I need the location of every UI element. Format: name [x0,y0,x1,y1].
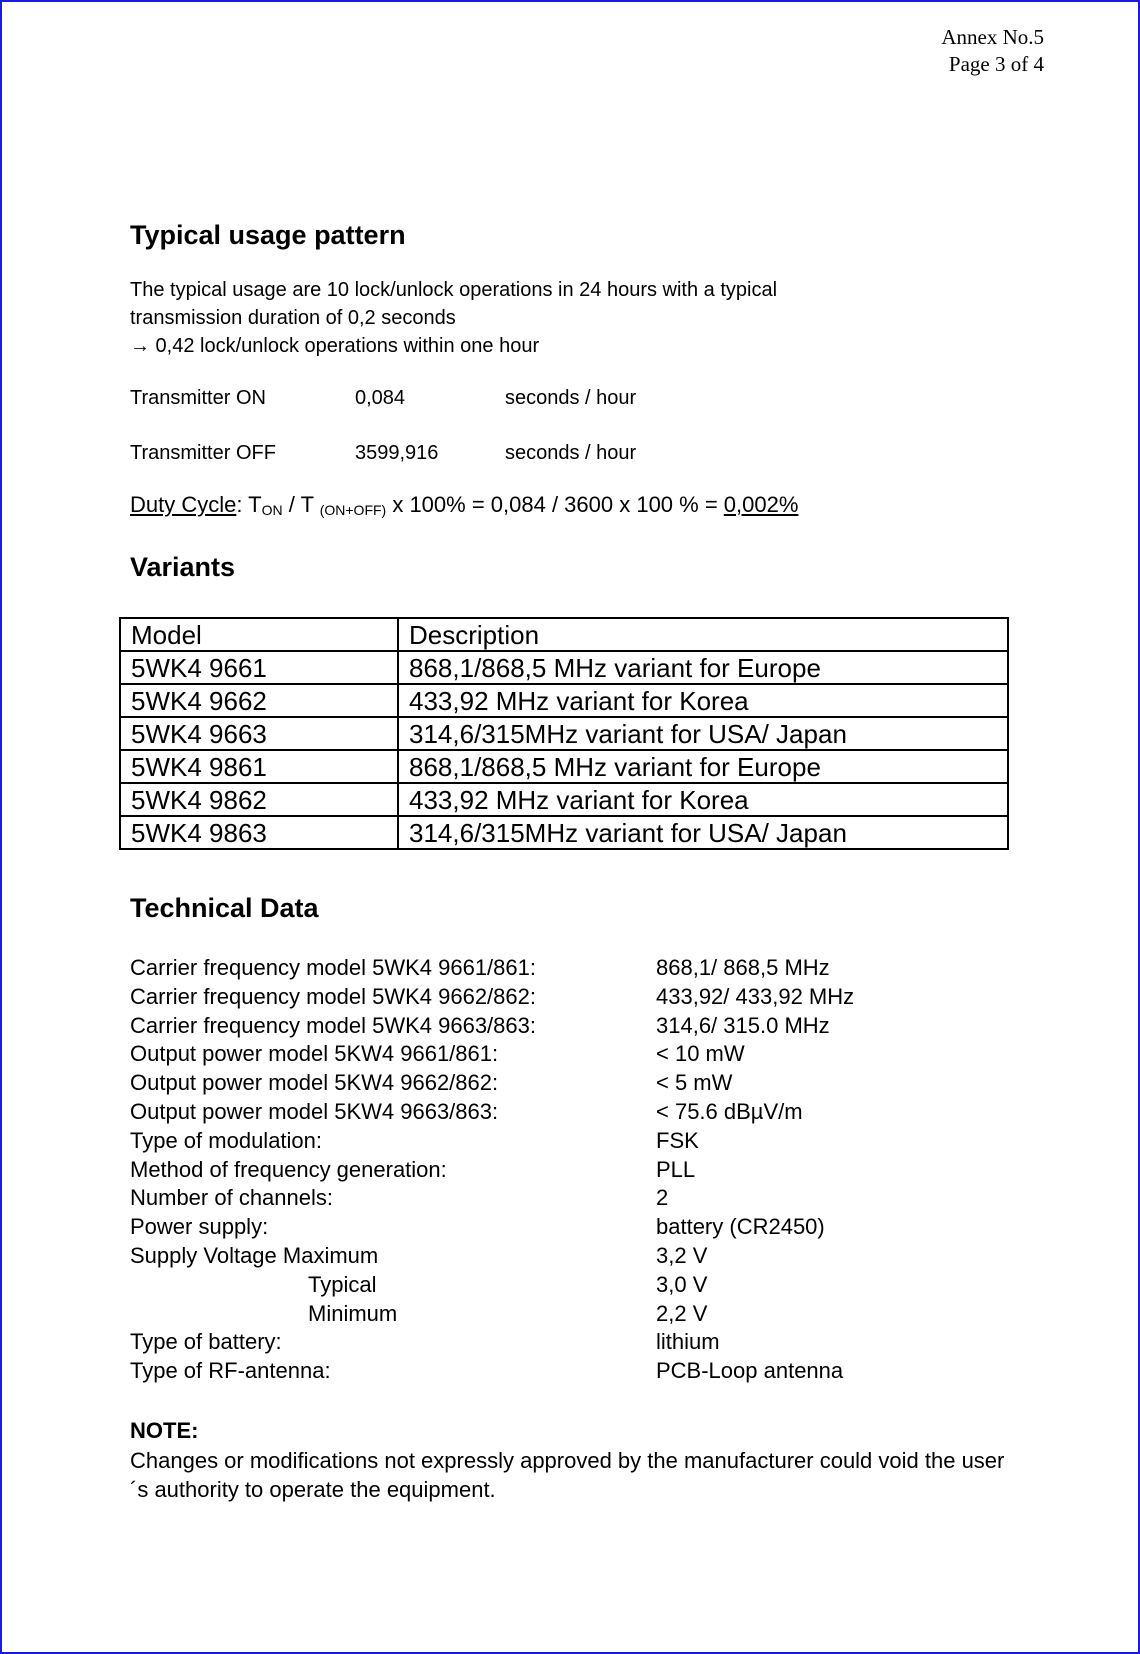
model-cell: 5WK4 9662 [120,684,398,717]
tech-value: 2,2 V [656,1300,708,1326]
model-cell: 5WK4 9863 [120,816,398,849]
tech-value: FSK [656,1127,699,1153]
tech-label: Type of RF-antenna: [130,1358,331,1384]
tech-label: Output power model 5KW4 9661/861: [130,1041,499,1067]
description-cell: 868,1/868,5 MHz variant for Europe [398,651,1008,684]
tech-value: < 10 mW [656,1041,745,1067]
table-header-row [120,618,1008,651]
description-cell: 433,92 MHz variant for Korea [398,783,1008,816]
duty-cycle-calc: x 100% = 0,084 / 3600 x 100 % = [386,492,724,517]
transmitter-on-unit: seconds / hour [505,387,637,409]
note-text: Changes or modifications not expressly approved by the manufacturer could void the user´s authority to operate the equipment. [130,1448,1005,1502]
transmitter-on-label: Transmitter ON [130,387,266,409]
tech-value: battery (CR2450) [656,1214,825,1240]
annex-number: Annex No.5 [941,25,1044,49]
column-header-model: Model [120,618,398,651]
table-row [120,750,1008,783]
tech-value: < 75.6 dBµV/m [656,1098,803,1124]
table-row [120,816,1008,849]
tech-label: Output power model 5KW4 9663/863: [130,1098,499,1124]
tech-label: Carrier frequency model 5WK4 9661/861: [130,955,536,980]
usage-line-3: → 0,42 lock/unlock operations within one hour [130,335,540,357]
model-cell: 5WK4 9661 [120,651,398,684]
variants-heading: Variants [130,552,236,582]
tech-value: 3,2 V [656,1242,708,1268]
tech-value: 314,6/ 315.0 MHz [656,1012,830,1038]
tech-value: lithium [656,1329,720,1355]
tech-label: Carrier frequency model 5WK4 9662/862: [130,983,536,1009]
tech-value: 3,0 V [656,1271,708,1297]
usage-heading: Typical usage pattern [130,220,406,250]
duty-cycle-formula [130,492,798,518]
duty-cycle-result: 0,002% [723,492,799,517]
model-cell: 5WK4 9663 [120,717,398,750]
tech-label: Number of channels: [130,1185,333,1211]
tech-value: 868,1/ 868,5 MHz [656,955,830,980]
note-heading: NOTE: [130,1418,199,1443]
transmitter-on-value: 0,084 [355,387,406,409]
tech-label: Typical [308,1271,377,1297]
tech-label: Minimum [308,1300,398,1326]
tech-value: PLL [656,1156,696,1182]
transmitter-off-unit: seconds / hour [505,442,637,464]
variants-table [119,617,1009,850]
tech-label: Power supply: [130,1214,269,1240]
duty-sub-onoff: (ON+OFF) [319,502,387,518]
table-row [120,651,1008,684]
table-row [120,717,1008,750]
page-header [941,24,1044,78]
description-cell: 314,6/315MHz variant for USA/ Japan [398,816,1008,849]
duty-cycle-label: Duty Cycle [130,492,237,517]
usage-line-2: transmission duration of 0,2 seconds [130,307,456,329]
description-cell: 433,92 MHz variant for Korea [398,684,1008,717]
tech-value: 433,92/ 433,92 MHz [656,983,855,1009]
description-cell: 314,6/315MHz variant for USA/ Japan [398,717,1008,750]
column-header-description: Description [398,618,1008,651]
model-cell: 5WK4 9862 [120,783,398,816]
technical-data-heading: Technical Data [130,893,319,923]
usage-line-1: The typical usage are 10 lock/unlock operations in 24 hours with a typical [130,279,778,301]
table-row [120,783,1008,816]
table-row [120,684,1008,717]
tech-value: PCB-Loop antenna [656,1358,844,1384]
page-number: Page 3 of 4 [948,52,1044,76]
transmitter-off-label: Transmitter OFF [130,442,276,464]
duty-sub-on: ON [261,502,283,518]
tech-label: Type of battery: [130,1329,282,1355]
usage-paragraph [130,276,777,360]
duty-cycle-colon: : T [236,492,262,517]
tech-value: 2 [656,1185,669,1211]
tech-label: Carrier frequency model 5WK4 9663/863: [130,1012,536,1038]
transmitter-off-value: 3599,916 [355,442,439,464]
description-cell: 868,1/868,5 MHz variant for Europe [398,750,1008,783]
duty-cycle-mid: / T [282,492,320,517]
tech-label: Output power model 5KW4 9662/862: [130,1070,499,1096]
tech-label: Supply Voltage Maximum [130,1242,379,1268]
tech-value: < 5 mW [656,1070,733,1096]
model-cell: 5WK4 9861 [120,750,398,783]
tech-label: Method of frequency generation: [130,1156,447,1182]
tech-label: Type of modulation: [130,1127,323,1153]
